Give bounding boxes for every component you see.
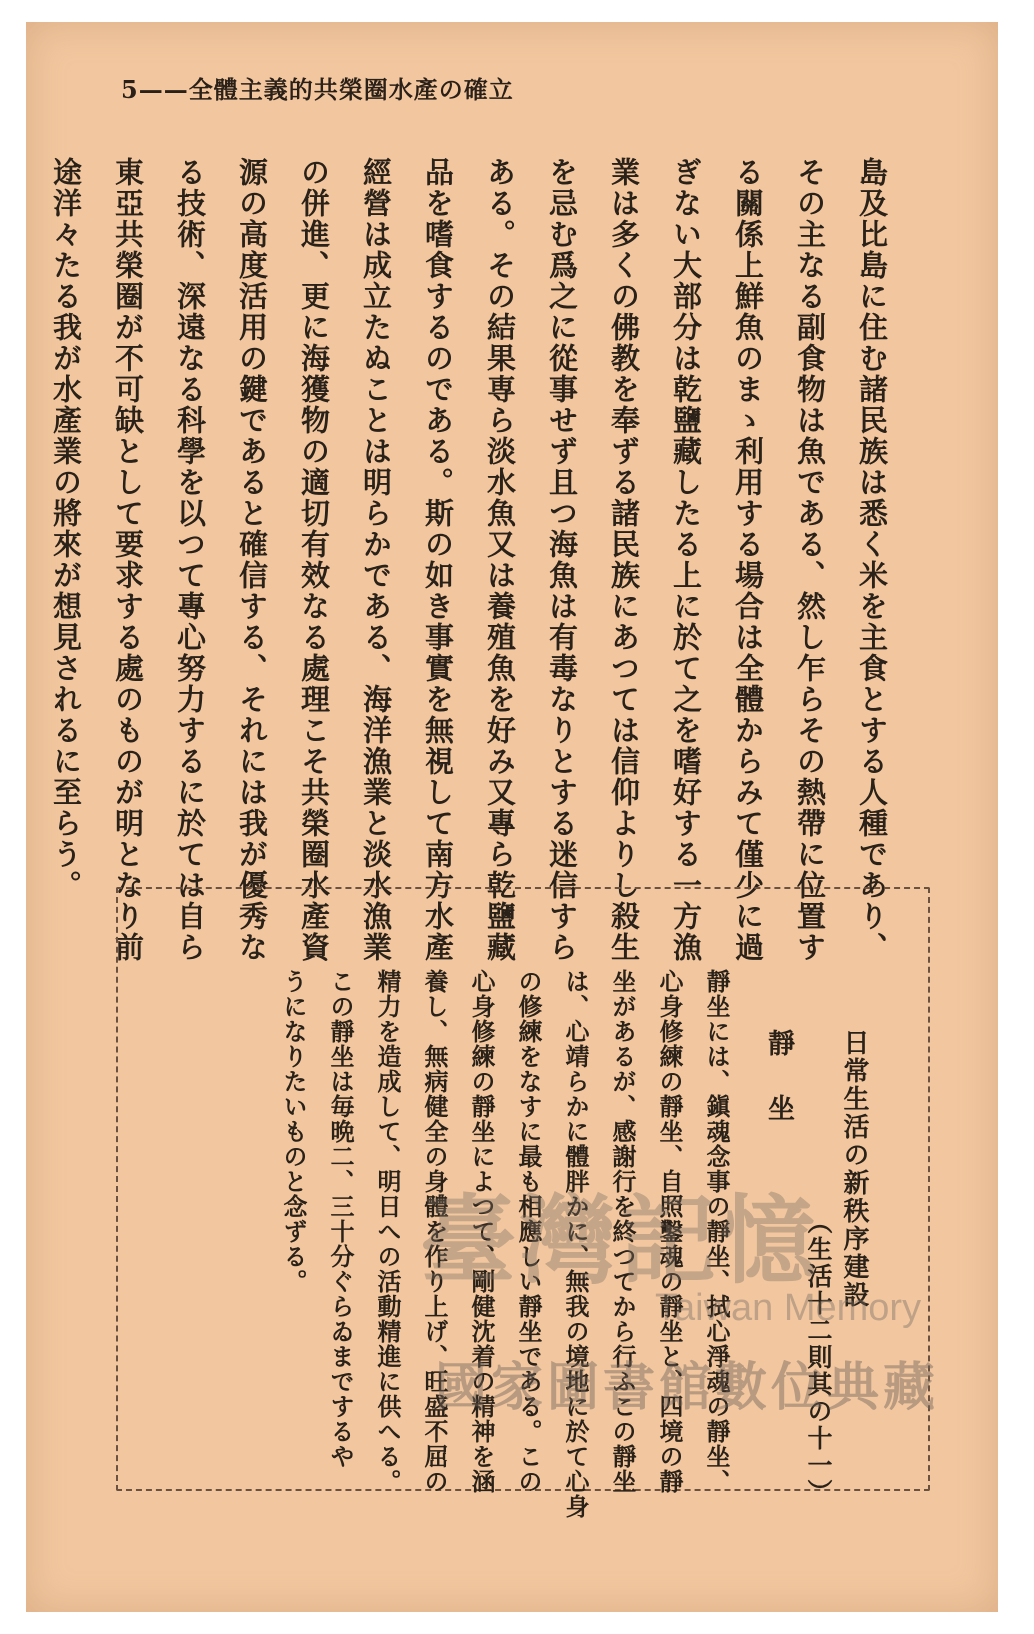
box-heading: 靜坐 — [763, 1029, 794, 1159]
box-text-column: 養し、無病健全の身體を作り上げ、旺盛不屈の — [420, 969, 449, 1494]
text-column: る技術、深遠なる科學を以つて專心努力するに於ては自ら — [173, 157, 207, 963]
text-column: 島及比島に住む諸民族は悉く米を主食とする人種であり、 — [855, 157, 889, 963]
box-text-column: 靜坐には、鎭魂念事の靜坐、拭心淨魂の靜坐、 — [702, 969, 731, 1494]
watermark-logo: 臺灣記憶 — [420, 1184, 820, 1297]
box-text-column: 心身修練の靜坐、自照鑿魂の靜坐と、四境の靜 — [655, 969, 684, 1494]
document-page — [26, 22, 998, 1612]
text-column: 途洋々たる我が水產業の將來が想見されるに至らう。 — [49, 157, 83, 901]
box-text-column: 坐があるが、感謝行を終つてから行ふこの靜坐 — [608, 969, 637, 1494]
box-text-column: 心身修練の靜坐によつて、剛健沈着の精神を涵 — [467, 969, 496, 1494]
text-column: 品を嗜食するのである。斯の如き事實を無視して南方水產 — [421, 157, 455, 963]
text-column: 業は多くの佛教を奉ずる諸民族にあつては信仰よりし殺生 — [607, 157, 641, 963]
box-subtitle: （生活十二則其の十一） — [804, 1209, 833, 1506]
text-column: その主なる副食物は魚である、然し乍らその熱帶に位置す — [793, 157, 827, 963]
text-column: を忌む爲之に從事せず且つ海魚は有毒なりとする迷信すら — [545, 157, 579, 963]
box-title: 日常生活の新秩序建設 — [839, 1029, 869, 1309]
main-body-text — [49, 157, 903, 963]
text-column: 經營は成立たぬことは明らかである、海洋漁業と淡水漁業 — [359, 157, 393, 963]
watermark-english: Taiwan Memory — [655, 1287, 922, 1329]
box-text-column: は、心靖らかに體胖かに、無我の境地に於て心身 — [561, 969, 590, 1519]
box-text-column: この靜坐は毎晩二、三十分ぐらゐまでするや — [326, 969, 355, 1469]
text-column: の併進、更に海獲物の適切有效なる處理こそ共榮圈水產資 — [297, 157, 331, 963]
watermark-org: 國家圖書館數位典藏 — [435, 1358, 940, 1418]
text-column: ぎない大部分は乾鹽藏したる上に於て之を嗜好する一方漁 — [669, 157, 703, 963]
box-text-column: の修練をなすに最も相應しい靜坐である。この — [514, 969, 543, 1494]
text-column: 源の高度活用の鍵であると確信する、それには我が優秀な — [235, 157, 269, 963]
box-text-column: うになりたいものと念ずる。 — [279, 969, 308, 1294]
box-text-column: 精力を造成して、明日への活動精進に供へる。 — [373, 969, 402, 1494]
boxed-column-section — [116, 887, 930, 1519]
text-column: ある。その結果専ら淡水魚又は養殖魚を好み又專ら乾鹽藏 — [483, 157, 517, 963]
text-column: 東亞共榮圈が不可缺として要求する處のものが明となり前 — [111, 157, 145, 963]
box-body-text — [140, 969, 740, 1519]
text-column: る關係上鮮魚のまゝ利用する場合は全體からみて僅少に過 — [731, 157, 765, 963]
running-head: 5——全體主義的共榮圈水產の確立 — [121, 75, 514, 104]
